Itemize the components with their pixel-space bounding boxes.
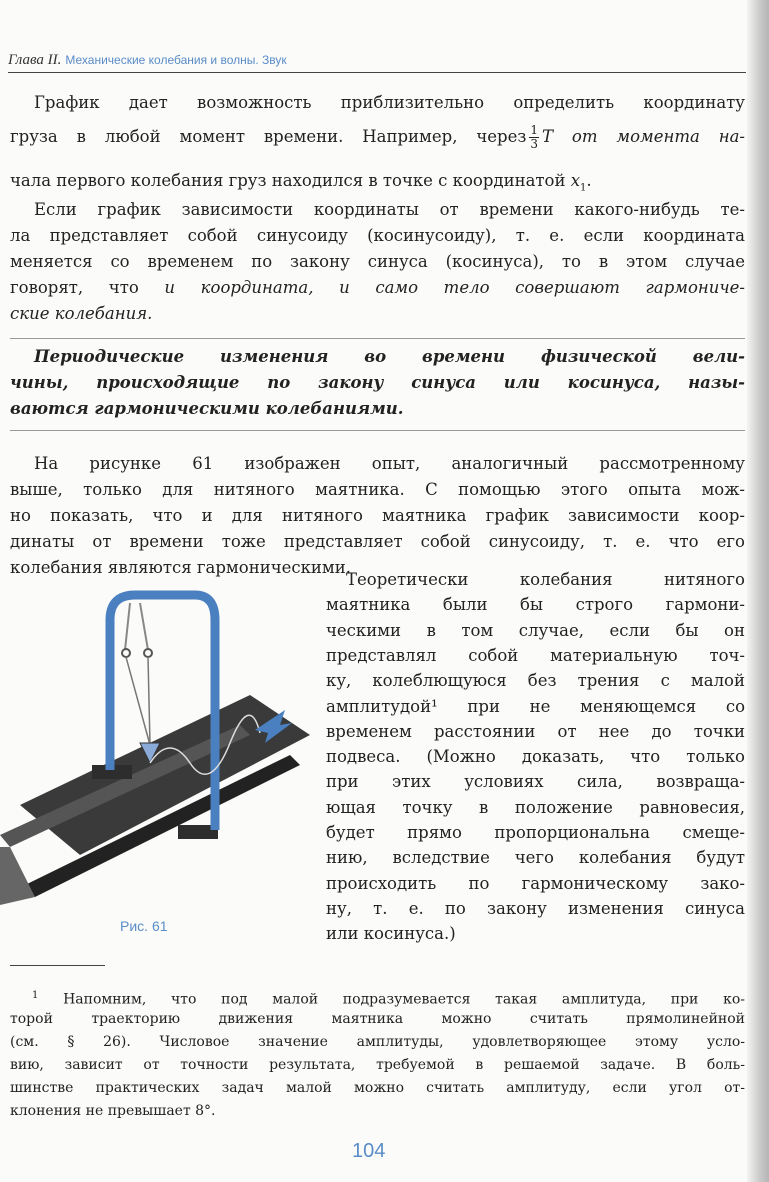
running-header — [8, 52, 287, 69]
text-line: подвеса. (Можно доказать, что только — [326, 747, 745, 767]
footnote-rule — [10, 965, 105, 966]
header-rule — [8, 72, 746, 73]
text-line: будет прямо пропорциональна смеще- — [326, 823, 745, 842]
text-line: говорят, что и координата, и само тело совершают гармониче- — [10, 278, 745, 297]
definition-line: Периодические изменения во времени физической вели- — [34, 347, 745, 366]
text-line: выше, только для нитяного маятника. С помощью этого опыта мож- — [10, 480, 745, 499]
page-edge-shadow — [747, 0, 769, 1182]
text-line: происходить по гармоническому зако- — [326, 873, 745, 893]
footnote-line: торой траекторию движения маятника можно считать прямолинейной — [10, 1011, 745, 1027]
text-line: На рисунке 61 изображен опыт, аналогичный рассмотренному — [34, 454, 745, 473]
text-line: или косинуса.) — [326, 924, 456, 944]
definition-line: чины, происходящие по закону синуса или косинуса, назы- — [10, 373, 745, 392]
text-line: ческими в том случае, если бы он — [326, 620, 745, 640]
text-line: ские колебания. — [10, 304, 153, 323]
text-line: при этих условиях сила, возвраща- — [326, 772, 745, 792]
text-line: амплитудой¹ при не меняющемся со — [326, 696, 745, 716]
text-line: График дает возможность приблизительно определить координату — [34, 93, 745, 112]
text-line: маятника были бы строго гармони- — [326, 595, 745, 615]
definition-line: ваются гармоническими колебаниями. — [10, 399, 404, 418]
footnote-line: $^1$ Напомним, что под малой подразумевается такая амплитуда, при ко- — [32, 990, 745, 1008]
footnote-line: вию, зависит от точности результата, требуемой в решаемой задаче. В боль- — [10, 1057, 745, 1073]
text-line: Теоретически колебания нитяного — [346, 570, 745, 589]
text-line: чала первого колебания груз находился в точке с координатой $x_1$. — [10, 171, 592, 194]
figure-caption: Рис. 61 — [120, 918, 168, 934]
text-line: ющая точку в положение равновесия, — [326, 797, 745, 817]
chapter-title: Механические колебания и волны. Звук — [65, 53, 287, 67]
text-line: ку, колеблющуюся без трения с малой — [326, 671, 745, 691]
footnote-line: клонения не превышает 8°. — [10, 1103, 216, 1119]
text-line: ну, т. е. по закону изменения синуса — [326, 898, 745, 918]
text-line: временем расстоянии от нее до точки — [326, 721, 745, 741]
text-line: представлял собой материальную точ- — [326, 645, 745, 665]
fraction: $\frac{1}{3}$ — [530, 123, 538, 151]
definition-rule-bottom — [10, 430, 745, 431]
definition-rule-top — [10, 338, 745, 339]
text-line: Если график зависимости координаты от времени какого-нибудь те- — [34, 200, 745, 219]
text-line: динаты от времени тоже представляет собой синусоиду, т. е. что его — [10, 532, 745, 551]
text-line: груза в любой момент времени. Например, через $\frac{1}{3}$ T от момента на- — [10, 123, 746, 151]
pendulum-figure — [0, 585, 320, 915]
chapter-label: Глава II. — [8, 52, 62, 68]
footnote-line: шинстве практических задач малой можно считать амплитуду, если угол от- — [10, 1080, 745, 1096]
page-number: 104 — [352, 1140, 386, 1162]
text-line: меняется со временем по закону синуса (косинуса), то в этом случае — [10, 252, 745, 271]
text-line: нию, вследствие чего колебания будут — [326, 848, 745, 868]
text-line: колебания являются гармоническими. — [10, 558, 351, 577]
text-line: ла представляет собой синусоиду (косинусоиду), т. е. если координата — [10, 226, 745, 245]
text-line: но показать, что и для нитяного маятника график зависимости коор- — [10, 506, 745, 525]
footnote-line: (см. § 26). Числовое значение амплитуды, удовлетворяющее этому усло- — [10, 1034, 745, 1050]
